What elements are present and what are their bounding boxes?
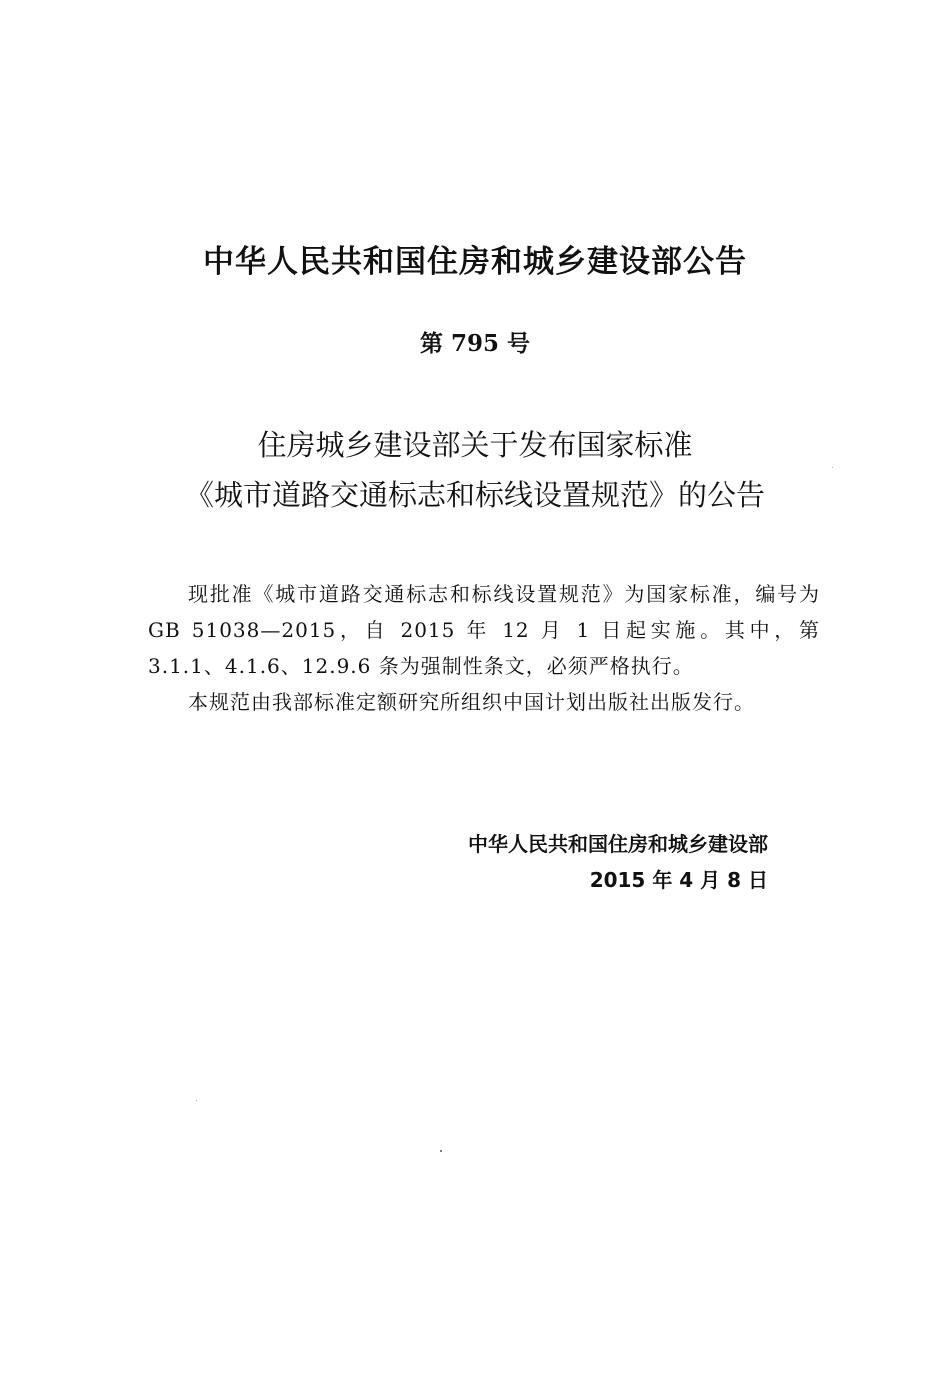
ministry-title: 中华人民共和国住房和城乡建设部公告 <box>203 244 747 280</box>
scan-speck <box>196 1100 197 1101</box>
notice-body <box>148 576 820 720</box>
body-paragraph-approval: 现批准《城市道路交通标志和标线设置规范》为国家标准，编号为 GB 51038—2015，自 2015 年 12 月 1 日起实施。其中，第 3.1.1、4.1.6、12.9.6 条为强制性条文，必须严格执行。 <box>148 582 820 678</box>
body-paragraph-publication: 本规范由我部标准定额研究所组织中国计划出版社出版发行。 <box>188 690 755 714</box>
scan-speck <box>832 467 833 468</box>
signature-block <box>468 826 768 898</box>
notice-subject <box>0 420 950 520</box>
signature-organization: 中华人民共和国住房和城乡建设部 <box>468 832 768 856</box>
scan-speck <box>440 1150 442 1152</box>
subject-line-2: 《城市道路交通标志和标线设置规范》的公告 <box>184 478 765 512</box>
signature-date: 2015 年 4 月 8 日 <box>589 868 768 892</box>
subject-line-1: 住房城乡建设部关于发布国家标准 <box>257 428 693 462</box>
notice-number: 第 795 号 <box>419 330 531 357</box>
